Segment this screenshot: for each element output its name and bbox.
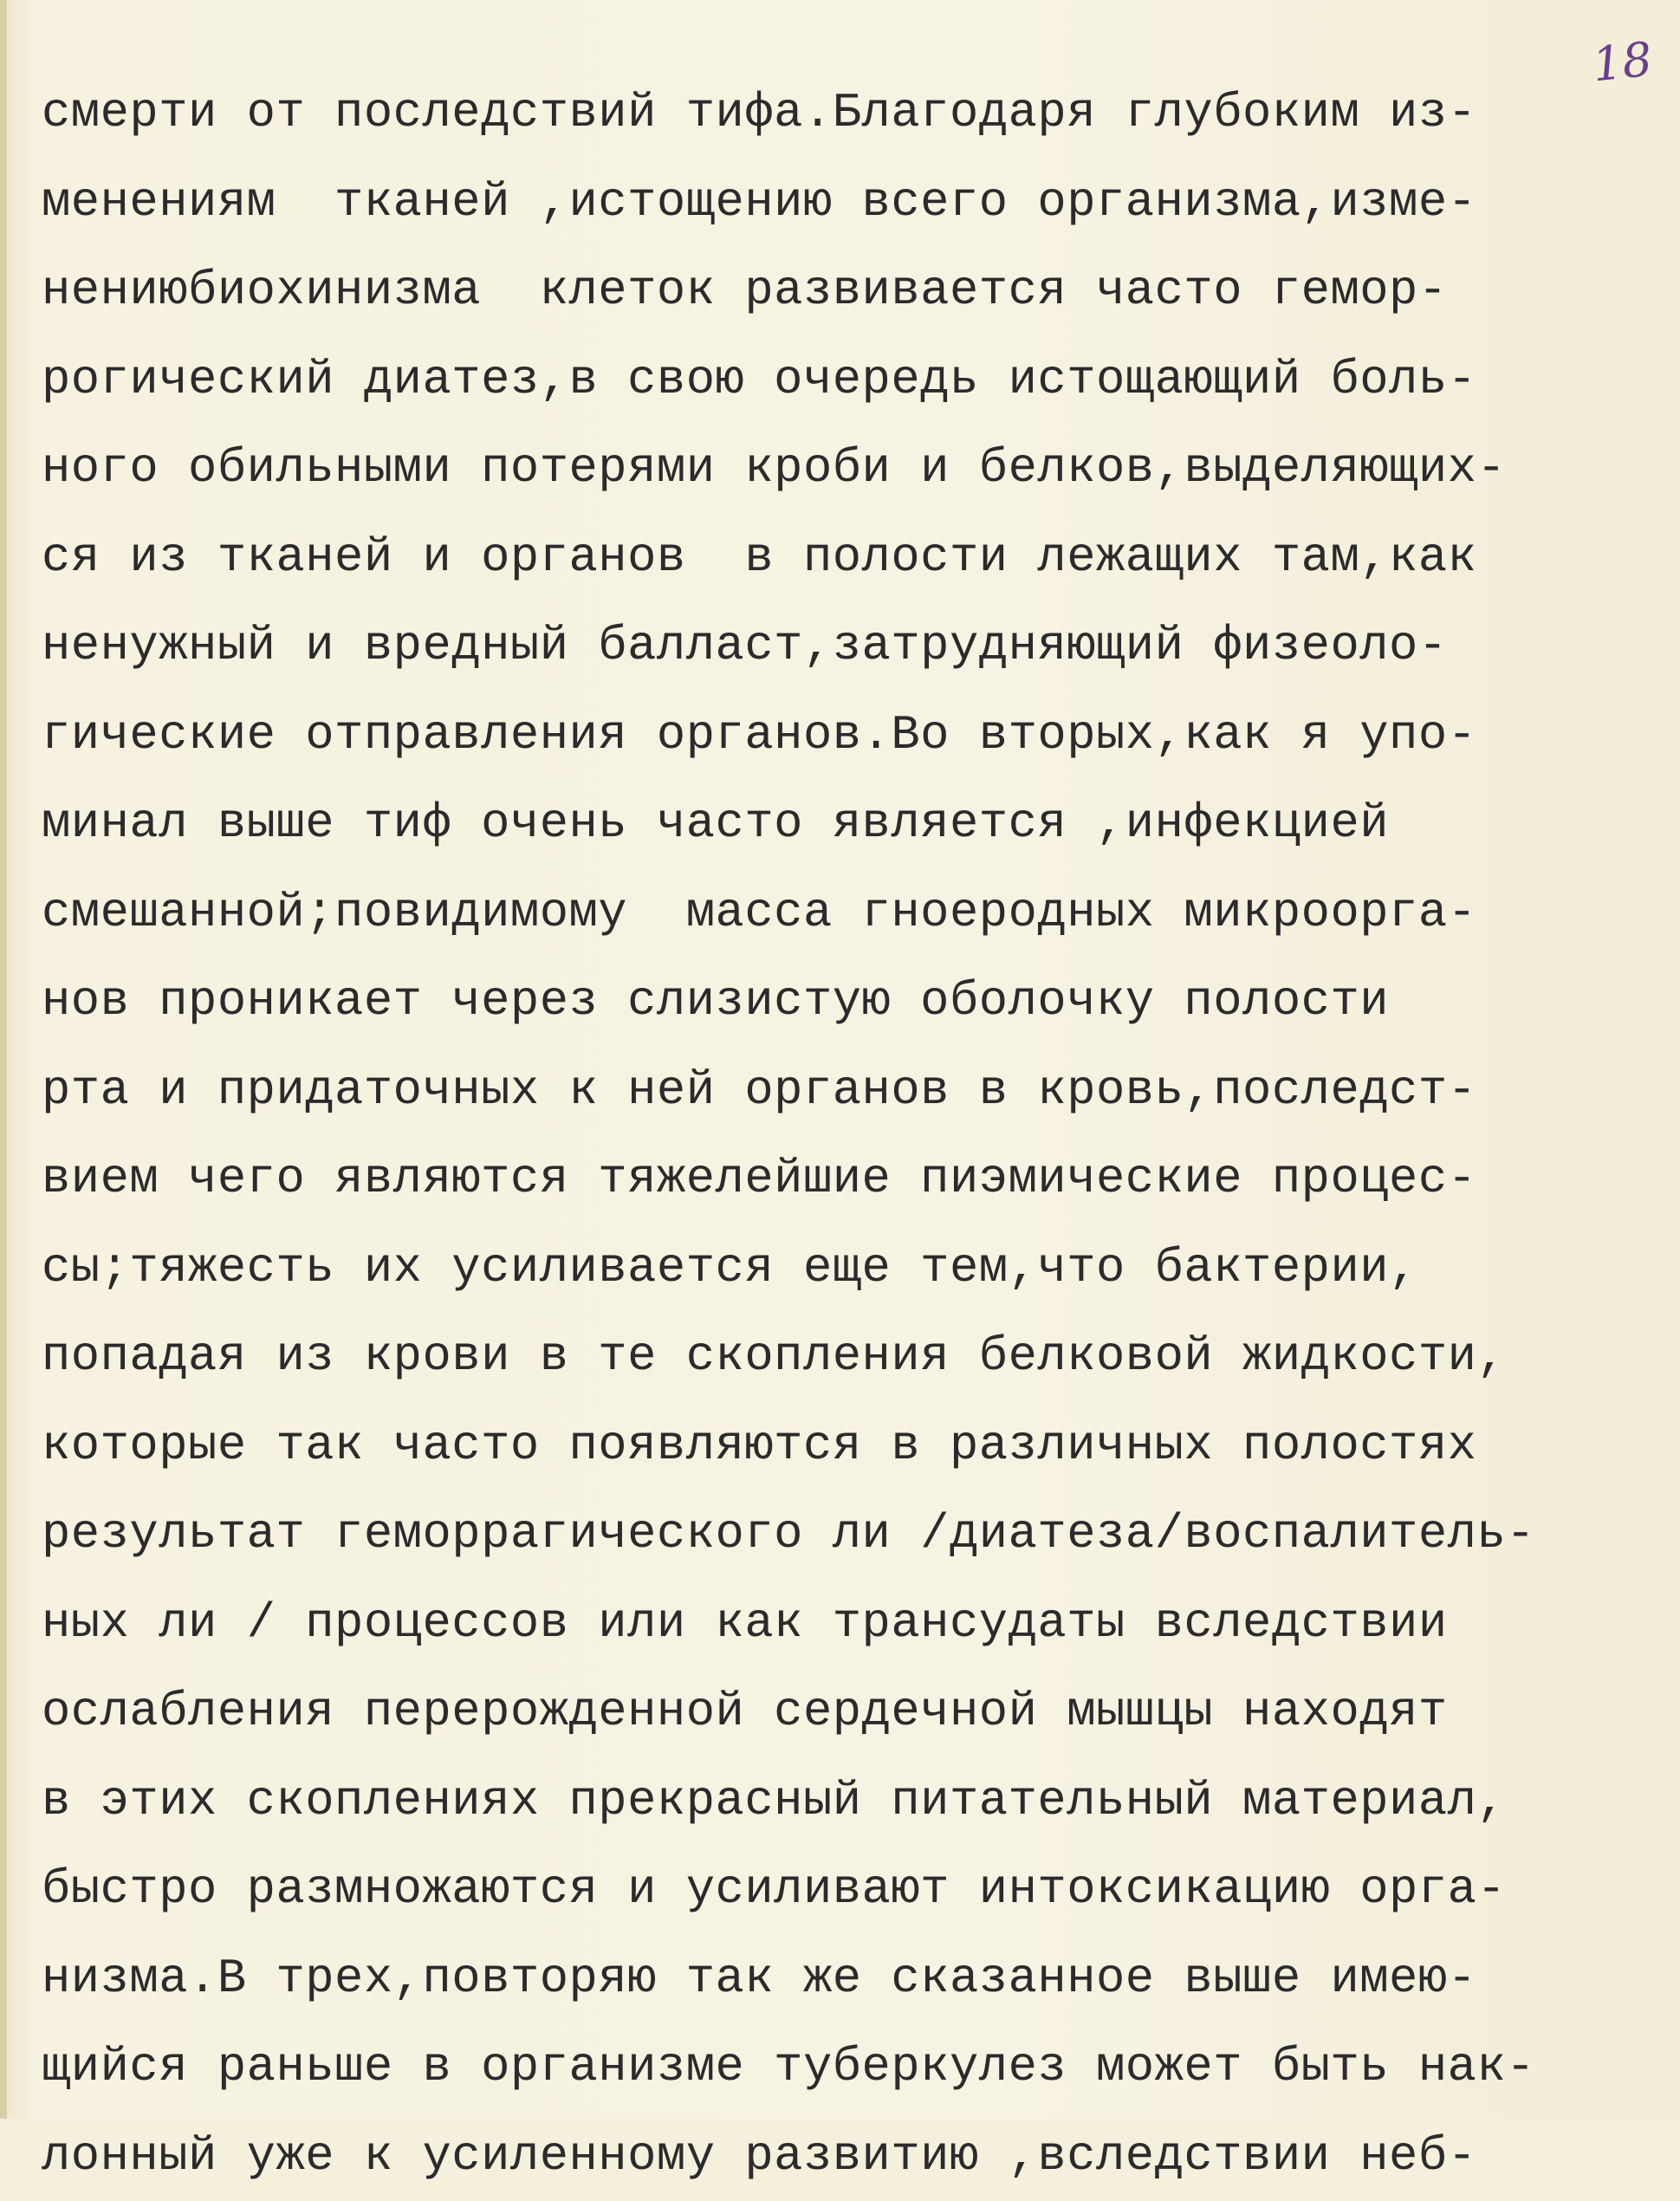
text-line: рогический диатез,в свою очередь истощающий боль- [42,336,1653,425]
text-line: щийся раньше в организме туберкулез может быть нак- [42,2023,1653,2113]
text-line: ных ли / процессов или как трансудаты вследствии [42,1580,1653,1669]
page-number: 18 [1590,32,1655,93]
text-line: результат геморрагического ли /диатеза/воспалитель- [42,1490,1653,1580]
text-line: минал выше тиф очень часто является ,инфекцией [42,780,1653,869]
text-line: гические отправления органов.Во вторых,как я упо- [42,691,1653,781]
text-line: смерти от последствий тифа.Благодаря глубоким из- [42,69,1653,159]
text-line: менениям тканей ,истощению всего организма,изме- [42,159,1653,248]
text-line: ся из тканей и органов в полости лежащих там,как [42,514,1653,603]
text-line: которые так часто появляются в различных полостях [42,1402,1653,1491]
text-line: в этих скоплениях прекрасный питательный материал, [42,1757,1653,1847]
text-line: ного обильными потерями кроби и белков,выделяющих- [42,425,1653,514]
text-line: ненужный и вредный балласт,затрудняющий физеоло- [42,602,1653,691]
text-line: нениюбиохинизма клеток развивается часто гемор- [42,247,1653,336]
text-line: смешанной;повидимому масса гноеродных микроорга- [42,869,1653,958]
text-line: быстро размножаются и усиливают интоксикацию орга- [42,1846,1653,1935]
text-line: низма.В трех,повторяю так же сказанное выше имею- [42,1935,1653,2024]
text-line: вием чего являются тяжелейшие пиэмические процес- [42,1135,1653,1224]
typed-text-block [42,69,1653,2201]
text-line: попадая из крови в те скопления белковой жидкости, [42,1313,1653,1402]
text-line: ослабления перерожденной сердечной мышцы находят [42,1668,1653,1757]
text-line: рта и придаточных к ней органов в кровь,последст- [42,1047,1653,1136]
page-edge [0,0,7,2119]
text-line: лонный уже к усиленному развитию ,вследствии неб- [42,2113,1653,2201]
text-line: сы;тяжесть их усиливается еще тем,что бактерии, [42,1224,1653,1314]
text-line: нов проникает через слизистую оболочку полости [42,958,1653,1047]
